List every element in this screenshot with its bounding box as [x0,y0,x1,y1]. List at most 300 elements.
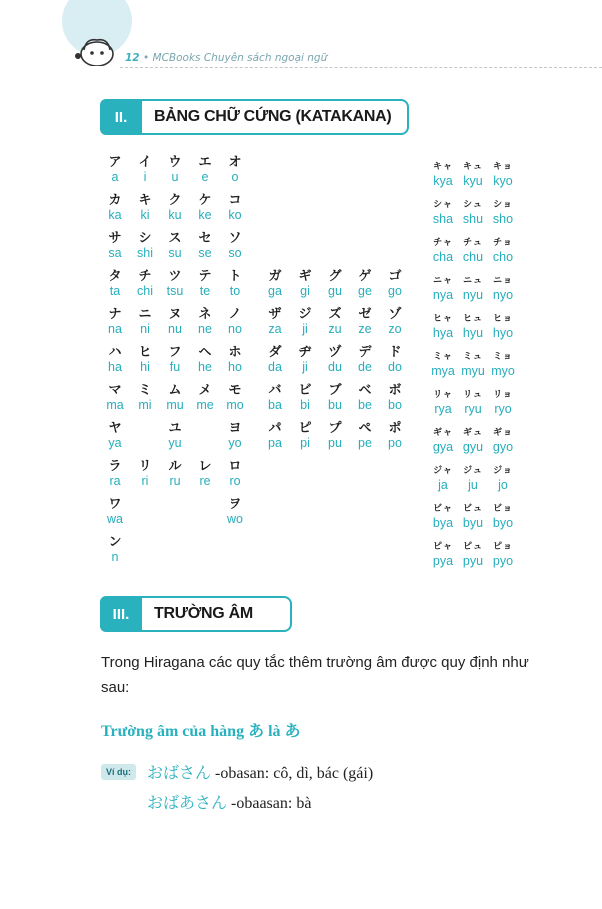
kana-cell [426,274,460,303]
katakana-char: リ [138,459,152,474]
kana-cell [98,346,132,375]
katakana-char: グ [328,269,342,284]
katakana-char: ラ [108,459,122,474]
romaji: ki [140,208,150,222]
katakana-char: ブ [328,383,342,398]
romaji: ba [268,398,282,412]
section-number: II. [100,99,142,135]
romaji: e [201,170,209,184]
katakana-char: ヘ [198,345,212,360]
romaji: wo [227,512,243,526]
romaji: ga [268,284,282,298]
header-separator: • [142,52,150,64]
romaji: pu [328,436,342,450]
kana-cell [486,198,520,227]
romaji: te [199,284,211,298]
kana-cell [486,388,520,417]
intro-paragraph: Trong Hiragana các quy tắc thêm trường âm được quy định như sau: [101,654,529,696]
romaji: pa [268,436,282,450]
romaji: byo [492,516,514,530]
katakana-char: ギ [298,269,312,284]
kana-cell [426,426,460,455]
romaji: ho [228,360,242,374]
kana-cell [188,156,222,185]
romaji: ji [302,360,308,374]
kana-cell [258,308,292,337]
kana-cell [348,270,382,299]
kana-cell [318,270,352,299]
kana-cell [426,160,460,189]
romaji: u [171,170,179,184]
romaji: ji [302,322,308,336]
katakana-char: ギャ [432,428,453,438]
katakana-char: ネ [198,307,212,322]
romaji: kya [433,174,453,188]
kana-cell [98,156,132,185]
katakana-char: キ [138,193,152,208]
romaji: a [111,170,119,184]
katakana-char: ワ [108,497,122,512]
kana-cell [258,270,292,299]
katakana-char: カ [108,193,122,208]
katakana-char: ク [168,193,182,208]
kana-cell [188,232,222,261]
katakana-char: ビャ [432,504,453,514]
romaji: sha [432,212,454,226]
rule-subheading: Trường âm của hàng あ là あ [101,723,301,740]
page-number: 12 [125,52,140,64]
romaji: ja [438,478,448,492]
katakana-char: シ [138,231,152,246]
kana-cell [98,308,132,337]
header-divider [120,67,602,68]
romaji: nyo [492,288,514,302]
romaji: nu [168,322,182,336]
mascot-icon [72,30,122,66]
running-header [125,52,327,64]
kana-cell [218,308,252,337]
kana-cell [318,346,352,375]
katakana-char: ム [168,383,182,398]
romaji: gya [432,440,454,454]
katakana-char: ボ [388,383,402,398]
katakana-char: ヒョ [492,314,513,324]
katakana-char: ニュ [462,276,483,286]
kana-cell [456,198,490,227]
katakana-char: ケ [198,193,212,208]
romaji: myo [491,364,515,378]
romaji: ru [169,474,181,488]
kana-cell [218,194,252,223]
katakana-char: ゴ [388,269,402,284]
katakana-char: パ [268,421,282,436]
romaji: de [358,360,372,374]
katakana-char: サ [108,231,122,246]
katakana-char: マ [108,383,122,398]
katakana-char: ヒ [138,345,152,360]
katakana-char: ダ [268,345,282,360]
kana-cell [456,350,490,379]
kana-cell [98,384,132,413]
kana-cell [486,274,520,303]
katakana-char: ジャ [433,466,453,476]
romaji: bu [328,398,342,412]
kana-cell [426,236,460,265]
katakana-char: コ [228,193,242,208]
romaji: kyo [493,174,513,188]
katakana-char: キュ [462,162,483,172]
kana-cell [456,236,490,265]
kana-cell [188,194,222,223]
romaji: ke [198,208,212,222]
kana-cell [456,540,490,569]
kana-cell [378,422,412,451]
romaji: zu [328,322,342,336]
katakana-char: セ [198,231,212,246]
romaji: yu [168,436,182,450]
romaji: jo [498,478,508,492]
romaji: i [143,170,147,184]
romaji: ri [141,474,149,488]
romaji: yo [228,436,242,450]
katakana-char: ヒャ [432,314,453,324]
kana-cell [158,194,192,223]
kana-cell [486,350,520,379]
kana-cell [188,270,222,299]
kana-cell [486,236,520,265]
katakana-char: チョ [493,238,513,248]
kana-cell [288,384,322,413]
katakana-char: ジ [298,307,312,322]
katakana-char: ゾ [388,307,402,322]
katakana-char: シュ [463,200,483,210]
katakana-char: レ [198,459,212,474]
katakana-char: ミ [138,383,152,398]
katakana-char: ル [168,459,182,474]
katakana-char: ショ [493,200,513,210]
kana-cell [318,308,352,337]
romaji: gu [328,284,342,298]
kana-cell [128,346,162,375]
romaji: pe [358,436,372,450]
katakana-char: ペ [358,421,372,436]
katakana-char: ヲ [228,497,242,512]
romaji: so [228,246,242,260]
katakana-char: ニ [138,307,152,322]
example-japanese: おばさん [147,763,212,782]
katakana-char: ミョ [493,352,513,362]
kana-cell [288,308,322,337]
example-meaning: -obasan: cô, dì, bác (gái) [211,765,374,782]
kana-cell [258,384,292,413]
romaji: bo [388,398,402,412]
romaji: shu [462,212,484,226]
kana-cell [128,460,162,489]
kana-cell [218,460,252,489]
katakana-char: ポ [388,421,402,436]
katakana-char: ア [108,155,122,170]
katakana-char: ピョ [492,542,513,552]
romaji: to [229,284,241,298]
section-heading-long-vowel [100,596,292,632]
kana-cell [426,312,460,341]
katakana-char: ピュ [462,542,483,552]
kana-cell [188,346,222,375]
katakana-char: ズ [328,307,342,322]
kana-cell [288,270,322,299]
kana-cell [348,384,382,413]
kana-cell [128,156,162,185]
katakana-char: ジョ [493,466,513,476]
kana-cell [218,346,252,375]
katakana-char: イ [138,155,152,170]
romaji: po [388,436,402,450]
romaji: fu [169,360,181,374]
romaji: mu [166,398,184,412]
romaji: chi [137,284,153,298]
romaji: ju [468,478,478,492]
katakana-char: ミャ [433,352,453,362]
romaji: zo [388,322,402,336]
katakana-char: ハ [108,345,122,360]
section-number: III. [100,596,142,632]
kana-cell [426,502,460,531]
kana-cell [348,308,382,337]
romaji: se [198,246,212,260]
katakana-char: ビョ [492,504,513,514]
katakana-char: リョ [493,390,513,400]
kana-cell [318,384,352,413]
romaji: he [198,360,212,374]
kana-cell [128,384,162,413]
kana-cell [158,270,192,299]
romaji: ryu [464,402,482,416]
kana-cell [158,460,192,489]
katakana-char: オ [228,155,242,170]
section-title: TRƯỜNG ÂM [142,596,292,632]
romaji: nya [432,288,454,302]
katakana-char: ユ [168,421,182,436]
katakana-char: ヂ [298,345,312,360]
kana-cell [456,160,490,189]
section-title: BẢNG CHỮ CỨNG (KATAKANA) [142,99,409,135]
section-heading-katakana [100,99,409,135]
romaji: do [388,360,402,374]
romaji: ze [358,322,372,336]
romaji: ni [140,322,150,336]
kana-cell [98,536,132,565]
romaji: ko [228,208,242,222]
romaji: ka [108,208,122,222]
katakana-char: ギュ [462,428,483,438]
romaji: shi [137,246,153,260]
katakana-char: ン [108,535,122,550]
kana-cell [98,460,132,489]
katakana-char: ソ [228,231,242,246]
katakana-char: ニョ [492,276,513,286]
katakana-char: ゼ [358,307,372,322]
kana-cell [98,498,132,527]
romaji: ro [229,474,241,488]
kana-cell [426,464,460,493]
kana-cell [128,308,162,337]
kana-cell [218,384,252,413]
kana-cell [258,346,292,375]
kana-cell [128,270,162,299]
kana-cell [486,540,520,569]
kana-cell [456,426,490,455]
romaji: ha [108,360,122,374]
katakana-char: チュ [463,238,483,248]
katakana-char: ベ [358,383,372,398]
kana-cell [98,422,132,451]
kana-cell [188,308,222,337]
kana-cell [218,156,252,185]
katakana-char: ニャ [432,276,453,286]
kana-cell [378,270,412,299]
example-badge: Ví dụ: [101,764,136,780]
katakana-char: バ [268,383,282,398]
kana-cell [426,198,460,227]
katakana-char: ミュ [463,352,483,362]
kana-cell [378,384,412,413]
romaji: chu [462,250,484,264]
romaji: nyu [462,288,484,302]
katakana-char: ヌ [168,307,182,322]
katakana-char: ス [168,231,182,246]
kana-cell [218,422,252,451]
romaji: mo [226,398,244,412]
katakana-char: ド [388,345,402,360]
romaji: hyo [492,326,514,340]
romaji: pya [432,554,454,568]
romaji: da [268,360,282,374]
example-japanese: おばあさん [147,793,228,812]
kana-cell [218,498,252,527]
kana-cell [218,270,252,299]
romaji: mi [138,398,152,412]
katakana-char: ガ [268,269,282,284]
katakana-char: プ [328,421,342,436]
kana-cell [188,384,222,413]
romaji: ku [168,208,182,222]
kana-cell [456,502,490,531]
katakana-char: チャ [433,238,453,248]
romaji: gyo [492,440,514,454]
romaji: cha [432,250,454,264]
kana-cell [348,346,382,375]
katakana-char: ヅ [328,345,342,360]
romaji: byu [462,516,484,530]
kana-cell [318,422,352,451]
romaji: gyu [462,440,484,454]
kana-cell [486,312,520,341]
romaji: cho [492,250,514,264]
example-meaning: -obaasan: bà [227,795,312,812]
romaji: hyu [462,326,484,340]
kana-cell [158,384,192,413]
romaji: no [228,322,242,336]
kana-cell [98,232,132,261]
kana-cell [378,346,412,375]
katakana-char: ザ [268,307,282,322]
katakana-char: ノ [228,307,242,322]
kana-cell [288,422,322,451]
katakana-char: リュ [463,390,483,400]
kana-cell [426,540,460,569]
katakana-char: ナ [108,307,122,322]
katakana-char: ビュ [462,504,483,514]
katakana-char: ゲ [358,269,372,284]
kana-cell [456,274,490,303]
katakana-char: ビ [298,383,312,398]
katakana-char: ウ [168,155,182,170]
kana-cell [486,464,520,493]
romaji: n [111,550,119,564]
katakana-char: チ [138,269,152,284]
kana-cell [158,346,192,375]
romaji: ge [358,284,372,298]
example-line [147,790,311,813]
kana-cell [188,460,222,489]
kana-cell [158,232,192,261]
romaji: re [199,474,211,488]
kana-cell [456,312,490,341]
katakana-char: ピ [298,421,312,436]
kana-cell [158,308,192,337]
kana-cell [486,160,520,189]
romaji: na [108,322,122,336]
kana-cell [426,388,460,417]
kana-cell [456,464,490,493]
romaji: bya [432,516,454,530]
kana-cell [158,156,192,185]
romaji: hya [432,326,454,340]
katakana-char: リャ [433,390,453,400]
romaji: tsu [166,284,184,298]
kana-cell [128,232,162,261]
romaji: ma [106,398,124,412]
romaji: o [231,170,239,184]
katakana-char: タ [108,269,122,284]
romaji: gi [300,284,310,298]
kana-cell [456,388,490,417]
romaji: ta [109,284,121,298]
romaji: ya [108,436,122,450]
kana-cell [98,194,132,223]
romaji: sho [492,212,514,226]
katakana-char: メ [198,383,212,398]
romaji: za [268,322,282,336]
katakana-char: ピャ [432,542,453,552]
kana-cell [486,502,520,531]
katakana-char: エ [198,155,212,170]
romaji: sa [108,246,122,260]
romaji: bi [300,398,310,412]
katakana-char: モ [228,383,242,398]
kana-cell [158,422,192,451]
kana-cell [128,194,162,223]
romaji: be [358,398,372,412]
romaji: pi [300,436,310,450]
kana-cell [218,232,252,261]
romaji: me [196,398,214,412]
katakana-char: ロ [228,459,242,474]
kana-cell [98,270,132,299]
romaji: hi [140,360,150,374]
romaji: pyo [492,554,514,568]
book-title: MCBooks Chuyên sách ngoại ngữ [152,52,328,64]
